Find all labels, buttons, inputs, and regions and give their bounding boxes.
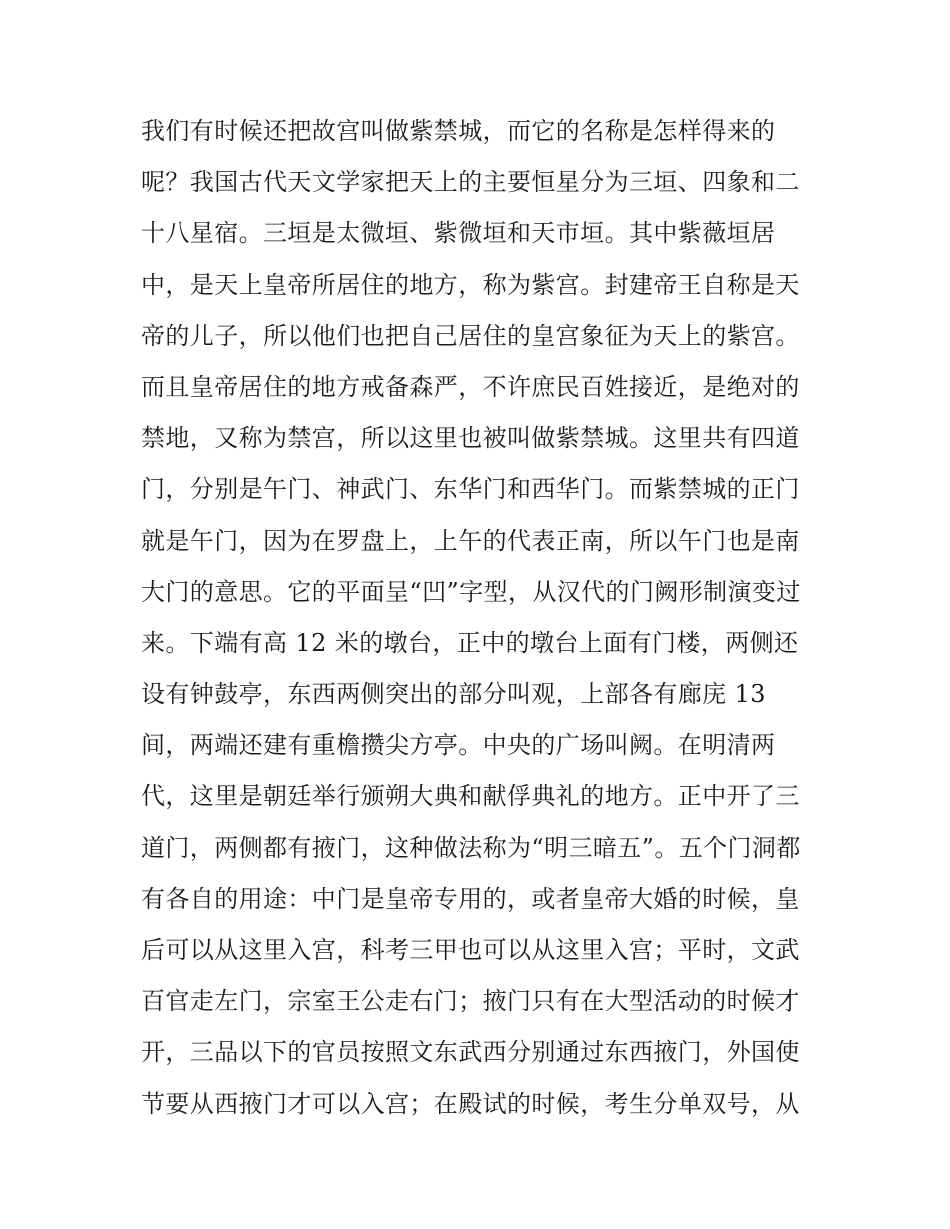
text-line: 道门，两侧都有掖门，这种做法称为“明三暗五”。五个门洞都 bbox=[141, 833, 801, 862]
text-line: 代，这里是朝廷举行颁朔大典和献俘典礼的地方。正中开了三 bbox=[141, 782, 800, 811]
text-line: 就是午门，因为在罗盘上，上午的代表正南，所以午门也是南 bbox=[141, 526, 800, 555]
text-line: 后可以从这里入宫，科考三甲也可以从这里入宫；平时，文武 bbox=[141, 936, 800, 964]
text-line: 设有钟鼓亭，东西两侧突出的部分叫观，上部各有廊庑 13 bbox=[141, 680, 766, 709]
text-line: 节要从西掖门才可以入宫；在殿试的时候，考生分单双号，从 bbox=[141, 1089, 800, 1118]
text-line: 百官走左门，宗室王公走右门；掖门只有在大型活动的时候才 bbox=[141, 987, 800, 1016]
text-line: 禁地，又称为禁宫，所以这里也被叫做紫禁城。这里共有四道 bbox=[141, 424, 800, 453]
text-line: 间，两端还建有重檐攒尖方亭。中央的广场叫阙。在明清两 bbox=[141, 731, 776, 760]
text-line: 帝的儿子，所以他们也把自己居住的皇宫象征为天上的紫宫。 bbox=[141, 321, 800, 350]
text-line: 呢？我国古代天文学家把天上的主要恒星分为三垣、四象和二 bbox=[141, 168, 800, 197]
text-line: 而且皇帝居住的地方戒备森严，不许庶民百姓接近，是绝对的 bbox=[141, 372, 800, 401]
text-line: 中，是天上皇帝所居住的地方，称为紫宫。封建帝王自称是天 bbox=[141, 270, 800, 299]
text-line: 来。下端有高 12 米的墩台，正中的墩台上面有门楼，两侧还 bbox=[141, 628, 799, 657]
body-paragraph bbox=[141, 106, 831, 1130]
text-line: 有各自的用途：中门是皇帝专用的，或者皇帝大婚的时候，皇 bbox=[141, 884, 800, 913]
text-line: 十八星宿。三垣是太微垣、紫微垣和天市垣。其中紫薇垣居 bbox=[141, 219, 776, 248]
text-line: 门，分别是午门、神武门、东华门和西华门。而紫禁城的正门 bbox=[141, 475, 800, 504]
text-line: 开，三品以下的官员按照文东武西分别通过东西掖门，外国使 bbox=[141, 1038, 800, 1067]
text-line: 大门的意思。它的平面呈“凹”字型，从汉代的门阙形制演变过 bbox=[141, 577, 801, 606]
text-line: 我们有时候还把故宫叫做紫禁城，而它的名称是怎样得来的 bbox=[141, 117, 776, 145]
